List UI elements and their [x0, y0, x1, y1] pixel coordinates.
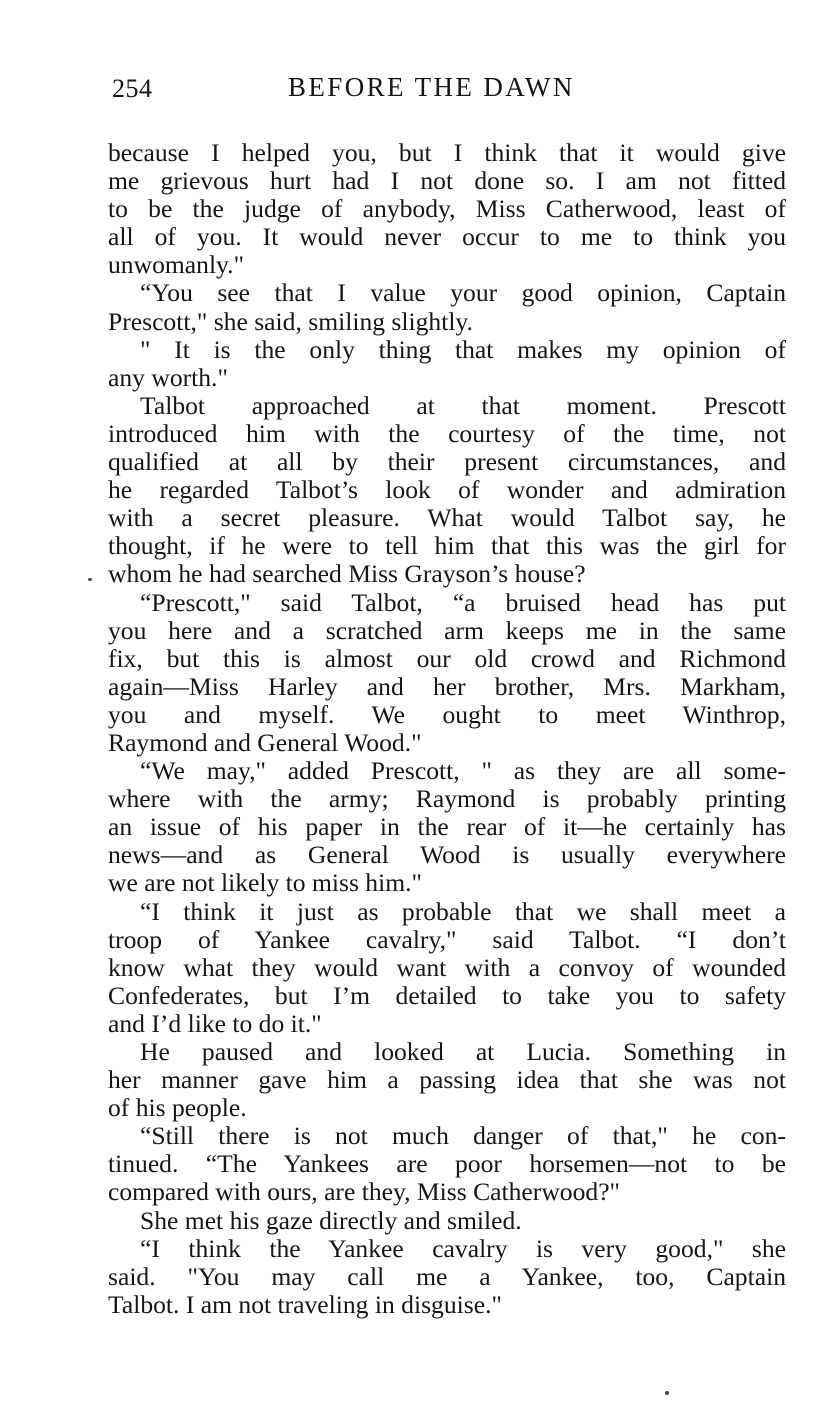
text-line: you here and a scratched arm keeps me in the same — [108, 615, 786, 645]
text-line: where with the army; Raymond is probably printing — [108, 784, 786, 814]
text-line: “Prescott," said Talbot, “a bruised head has put — [140, 587, 786, 617]
text-line: again—Miss Harley and her brother, Mrs. Markham, — [108, 671, 786, 701]
text-line: with a secret pleasure. What would Talbot say, he — [108, 503, 786, 533]
text-line: Confederates, but I’m detailed to take you to safety — [108, 980, 786, 1010]
text-line: he regarded Talbot’s look of wonder and admiration — [108, 475, 786, 505]
text-line: any worth." — [108, 362, 228, 392]
print-speck — [88, 578, 92, 581]
text-line: “I think it just as probable that we shall meet a — [140, 896, 786, 926]
text-line: Raymond and General Wood." — [108, 727, 422, 757]
text-line: qualified at all by their present circumstances, and — [108, 447, 786, 477]
text-line: her manner gave him a passing idea that she was not — [108, 1065, 786, 1095]
text-line: because I helped you, but I think that it would give — [108, 138, 786, 167]
text-line: tinued. “The Yankees are poor horsemen—not to be — [108, 1149, 786, 1179]
text-line: “I think the Yankee cavalry is very good," she — [140, 1233, 786, 1263]
text-line: Talbot. I am not traveling in disguise." — [108, 1289, 502, 1319]
page-number: 254 — [112, 74, 153, 103]
text-line: introduced him with the courtesy of the time, not — [108, 418, 786, 448]
text-line: “Still there is not much danger of that," he con- — [140, 1121, 786, 1151]
text-line: we are not likely to miss him." — [108, 868, 422, 898]
text-line: She met his gaze directly and smiled. — [140, 1205, 522, 1235]
text-line: fix, but this is almost our old crowd and Richmond — [108, 643, 786, 673]
text-line: me grievous hurt had I not done so. I am not fitted — [108, 166, 786, 196]
text-line: " It is the only thing that makes my opinion of — [140, 334, 786, 364]
text-line: whom he had searched Miss Grayson’s house? — [108, 559, 586, 589]
text-line: said. "You may call me a Yankee, too, Captain — [108, 1261, 786, 1291]
body-text — [108, 139, 786, 1319]
text-line: all of you. It would never occur to me to think you — [108, 222, 786, 252]
text-line: you and myself. We ought to meet Winthrop, — [108, 699, 786, 729]
text-line: unwomanly." — [108, 250, 245, 280]
text-line: news—and as General Wood is usually everywhere — [108, 840, 786, 870]
text-line: Prescott," she said, smiling slightly. — [108, 306, 473, 336]
print-speck — [665, 1391, 669, 1395]
text-line: know what they would want with a convoy of wounded — [108, 952, 786, 982]
text-line: Talbot approached at that moment. Prescott — [140, 390, 786, 420]
running-title: BEFORE THE DAWN — [288, 72, 575, 102]
text-line: thought, if he were to tell him that this was the girl for — [108, 531, 786, 561]
text-line: of his people. — [108, 1093, 247, 1123]
text-line: troop of Yankee cavalry," said Talbot. “I don’t — [108, 924, 786, 954]
text-line: “You see that I value your good opinion, Captain — [140, 278, 786, 308]
text-line: an issue of his paper in the rear of it—he certainly has — [108, 812, 786, 842]
text-line: “We may," added Prescott, " as they are all some- — [140, 756, 786, 786]
text-line: to be the judge of anybody, Miss Catherwood, least of — [108, 194, 786, 224]
running-head — [110, 72, 786, 108]
text-line: compared with ours, are they, Miss Catherwood?" — [108, 1177, 620, 1207]
text-line: and I’d like to do it." — [108, 1008, 322, 1038]
text-line: He paused and looked at Lucia. Something in — [140, 1037, 786, 1066]
